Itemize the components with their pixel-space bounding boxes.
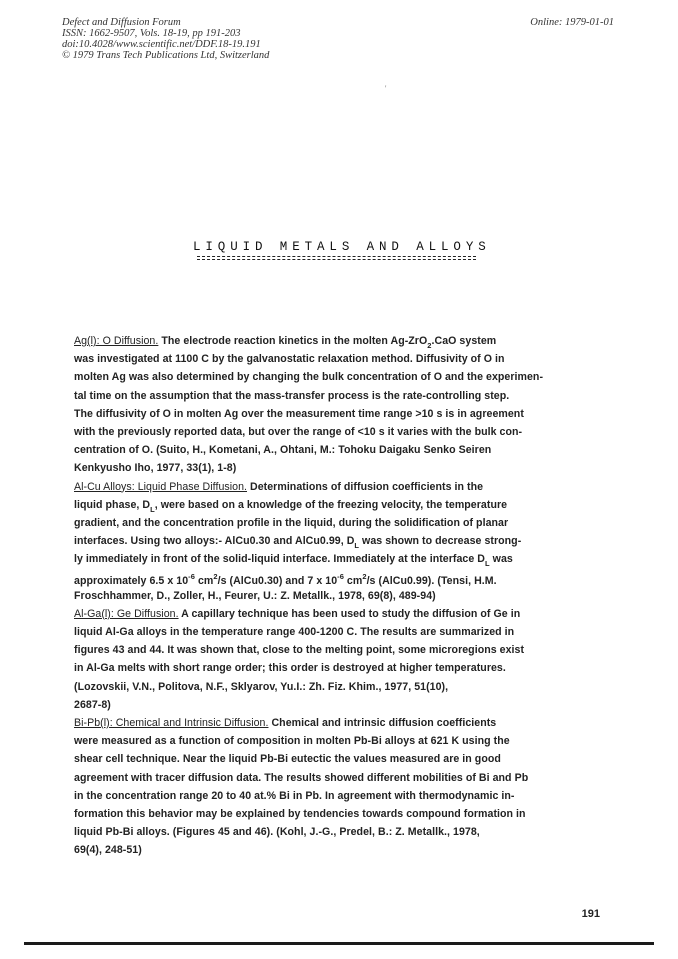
body-line: Al-Ga(l): Ge Diffusion. A capillary technique has been used to study the diffusion of Ge in xyxy=(74,607,521,620)
body-line: tal time on the assumption that the mass-transfer process is the rate-controlling step. xyxy=(74,389,510,402)
page-number: 191 xyxy=(581,908,600,920)
body-line: with the previously reported data, but over the range of <10 s it varies with the bulk con- xyxy=(74,425,523,438)
section-heading-alga: Al-Ga(l): Ge Diffusion. xyxy=(74,607,179,620)
body-line: liquid Pb-Bi alloys. (Figures 45 and 46). (Kohl, J.-G., Predel, B.: Z. Metallk., 1978, xyxy=(74,826,480,839)
body-line: interfaces. Using two alloys:- AlCu0.30 and AlCu0.99, $D_L$ was shown to decrease strong- xyxy=(74,535,522,551)
title-double-underline xyxy=(197,256,476,260)
publication-header xyxy=(62,17,269,61)
online-date: Online: 1979-01-01 xyxy=(530,17,614,28)
body-line: liquid Al-Ga alloys in the temperature range 400-1200 C. The results are summarized in xyxy=(74,626,515,638)
body-line: 69(4), 248-51) xyxy=(74,844,142,857)
body-line: agreement with tracer diffusion data. The results showed different mobilities of Bi and Pb xyxy=(74,771,529,784)
body-line: were measured as a function of composition in molten Pb-Bi alloys at 621 K using the xyxy=(74,735,510,748)
article-body xyxy=(74,332,634,859)
body-line: Ag(l): O Diffusion. The electrode reaction kinetics in the molten Ag-ZrO$_2$.CaO system xyxy=(74,335,497,350)
section-heading-bipb: Bi-Pb(l): Chemical and Intrinsic Diffusion. xyxy=(74,716,269,729)
doi-line: doi:10.4028/www.scientific.net/DDF.18-19.191 xyxy=(62,39,261,50)
body-line: formation this behavior may be explained by tendencies towards compound formation in xyxy=(74,807,526,820)
page-title: LIQUID METALS AND ALLOYS xyxy=(193,240,491,254)
body-line: (Lozovskii, V.N., Politova, N.F., Sklyarov, Yu.I.: Zh. Fiz. Khim., 1977, 51(10), xyxy=(74,680,449,693)
body-line: Al-Cu Alloys: Liquid Phase Diffusion. Determinations of diffusion coefficients in the xyxy=(74,480,484,493)
body-line: centration of O. (Suito, H., Kometani, A., Ohtani, M.: Tohoku Daigaku Senko Seiren xyxy=(74,444,492,457)
body-line: gradient, and the concentration profile in the liquid, during the solidification of planar xyxy=(74,516,509,529)
body-line: figures 43 and 44. It was shown that, close to the melting point, some microregions exist xyxy=(74,644,525,657)
journal-name: Defect and Diffusion Forum xyxy=(62,17,181,28)
section-heading-alcu: Al-Cu Alloys: Liquid Phase Diffusion. xyxy=(74,480,248,493)
body-line: liquid phase, $D_L$, were based on a knowledge of the freezing velocity, the temperature xyxy=(74,498,508,514)
body-line: approximately 6.5 x $10^{-6}$ $cm^2/s$ (AlCu0.30) and 7 x $10^{-6}$ $cm^2/s$ (AlCu0.99). (Tensi, H.M. xyxy=(74,572,497,588)
body-line: molten Ag was also determined by changing the bulk concentration of O and the experimen- xyxy=(74,371,544,384)
body-line: Froschhammer, D., Zoller, H., Feurer, U.: Z. Metallk., 1978, 69(8), 489-94) xyxy=(74,589,436,602)
body-line: shear cell technique. Near the liquid Pb-Bi eutectic the values measured are in good xyxy=(74,753,501,766)
body-line: ly immediately in front of the solid-liquid interface. Immediately at the interface $D_L$ was xyxy=(74,553,513,569)
footer-rule xyxy=(24,942,654,945)
body-line: Kenkyusho Iho, 1977, 33(1), 1-8) xyxy=(74,462,237,475)
body-line: The diffusivity of O in molten Ag over the measurement time range >10 s is in agreement xyxy=(74,407,524,420)
body-line: Bi-Pb(l): Chemical and Intrinsic Diffusion. Chemical and intrinsic diffusion coefficients xyxy=(74,716,497,729)
issn-line: ISSN: 1662-9507, Vols. 18-19, pp 191-203 xyxy=(62,28,241,39)
copyright-line: © 1979 Trans Tech Publications Ltd, Switzerland xyxy=(62,50,270,61)
body-line: in Al-Ga melts with short range order; this order is destroyed at higher temperatures. xyxy=(74,662,506,675)
section-heading-ag: Ag(l): O Diffusion. xyxy=(74,335,159,347)
stray-mark: ' xyxy=(385,84,387,93)
body-line: in the concentration range 20 to 40 at.% Bi in Pb. In agreement with thermodynamic in- xyxy=(74,789,515,802)
body-line: was investigated at 1100 C by the galvanostatic relaxation method. Diffusivity of O in xyxy=(74,353,505,366)
body-line: 2687-8) xyxy=(74,698,111,711)
